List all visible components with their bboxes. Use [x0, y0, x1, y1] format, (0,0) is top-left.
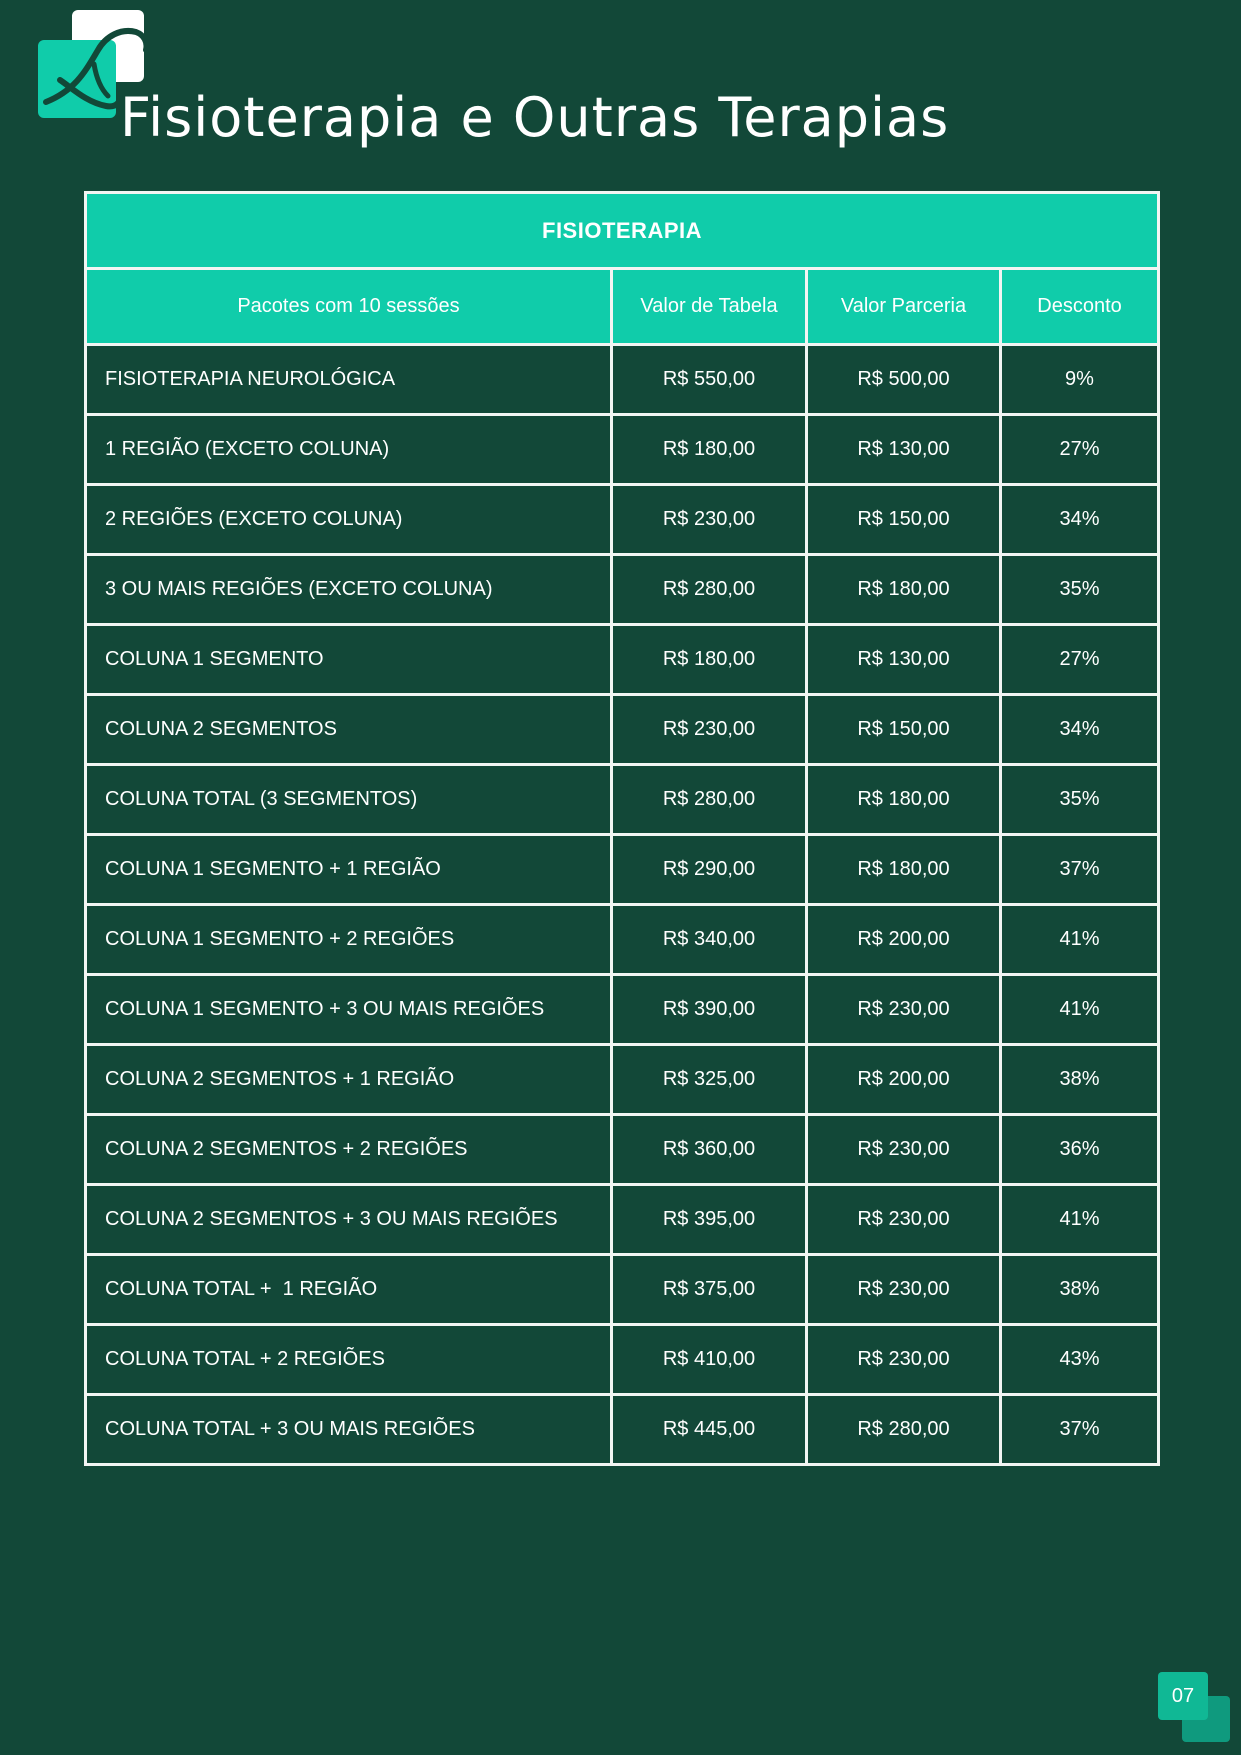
partner-price: R$ 230,00	[807, 1255, 1001, 1325]
partner-price: R$ 150,00	[807, 485, 1001, 555]
table-header-row	[86, 269, 1159, 345]
discount: 38%	[1001, 1045, 1159, 1115]
table-row	[86, 1115, 1159, 1185]
package-name: COLUNA 2 SEGMENTOS + 1 REGIÃO	[86, 1045, 612, 1115]
discount: 43%	[1001, 1325, 1159, 1395]
partner-price: R$ 130,00	[807, 415, 1001, 485]
package-name: COLUNA TOTAL + 2 REGIÕES	[86, 1325, 612, 1395]
list-price: R$ 550,00	[612, 345, 807, 415]
table-row	[86, 835, 1159, 905]
discount: 35%	[1001, 765, 1159, 835]
package-name: COLUNA TOTAL (3 SEGMENTOS)	[86, 765, 612, 835]
partner-price: R$ 200,00	[807, 1045, 1001, 1115]
discount: 27%	[1001, 625, 1159, 695]
list-price: R$ 340,00	[612, 905, 807, 975]
column-header-list-price: Valor de Tabela	[612, 269, 807, 345]
package-name: COLUNA 1 SEGMENTO + 2 REGIÕES	[86, 905, 612, 975]
table-row	[86, 905, 1159, 975]
package-name: COLUNA 2 SEGMENTOS	[86, 695, 612, 765]
column-header-partner-price: Valor Parceria	[807, 269, 1001, 345]
list-price: R$ 375,00	[612, 1255, 807, 1325]
package-name: 3 OU MAIS REGIÕES (EXCETO COLUNA)	[86, 555, 612, 625]
partner-price: R$ 180,00	[807, 835, 1001, 905]
list-price: R$ 280,00	[612, 765, 807, 835]
discount: 34%	[1001, 485, 1159, 555]
package-name: 2 REGIÕES (EXCETO COLUNA)	[86, 485, 612, 555]
discount: 36%	[1001, 1115, 1159, 1185]
package-name: COLUNA TOTAL + 1 REGIÃO	[86, 1255, 612, 1325]
partner-price: R$ 230,00	[807, 1115, 1001, 1185]
partner-price: R$ 230,00	[807, 975, 1001, 1045]
table-row	[86, 1395, 1159, 1465]
table-title: FISIOTERAPIA	[86, 193, 1159, 269]
list-price: R$ 325,00	[612, 1045, 807, 1115]
table-title-row	[86, 193, 1159, 269]
column-header-discount: Desconto	[1001, 269, 1159, 345]
discount: 35%	[1001, 555, 1159, 625]
list-price: R$ 290,00	[612, 835, 807, 905]
package-name: 1 REGIÃO (EXCETO COLUNA)	[86, 415, 612, 485]
table-row	[86, 1325, 1159, 1395]
list-price: R$ 410,00	[612, 1325, 807, 1395]
discount: 38%	[1001, 1255, 1159, 1325]
discount: 37%	[1001, 835, 1159, 905]
page-number-badge	[1158, 1672, 1230, 1744]
price-table	[84, 191, 1160, 1466]
partner-price: R$ 280,00	[807, 1395, 1001, 1465]
table-row	[86, 345, 1159, 415]
list-price: R$ 230,00	[612, 485, 807, 555]
partner-price: R$ 230,00	[807, 1185, 1001, 1255]
list-price: R$ 180,00	[612, 415, 807, 485]
package-name: COLUNA 2 SEGMENTOS + 3 OU MAIS REGIÕES	[86, 1185, 612, 1255]
partner-price: R$ 130,00	[807, 625, 1001, 695]
table-row	[86, 625, 1159, 695]
list-price: R$ 360,00	[612, 1115, 807, 1185]
package-name: COLUNA 1 SEGMENTO + 1 REGIÃO	[86, 835, 612, 905]
table-row	[86, 1185, 1159, 1255]
table-row	[86, 695, 1159, 765]
page-number: 07	[1158, 1672, 1208, 1720]
discount: 34%	[1001, 695, 1159, 765]
package-name: COLUNA 1 SEGMENTO + 3 OU MAIS REGIÕES	[86, 975, 612, 1045]
partner-price: R$ 200,00	[807, 905, 1001, 975]
table-row	[86, 555, 1159, 625]
discount: 41%	[1001, 905, 1159, 975]
partner-price: R$ 230,00	[807, 1325, 1001, 1395]
discount: 27%	[1001, 415, 1159, 485]
discount: 9%	[1001, 345, 1159, 415]
table-row	[86, 415, 1159, 485]
page-title: Fisioterapia e Outras Terapias	[120, 86, 950, 149]
partner-price: R$ 150,00	[807, 695, 1001, 765]
discount: 41%	[1001, 1185, 1159, 1255]
table-row	[86, 1255, 1159, 1325]
partner-price: R$ 180,00	[807, 555, 1001, 625]
discount: 37%	[1001, 1395, 1159, 1465]
list-price: R$ 280,00	[612, 555, 807, 625]
table-row	[86, 485, 1159, 555]
list-price: R$ 390,00	[612, 975, 807, 1045]
column-header-package: Pacotes com 10 sessões	[86, 269, 612, 345]
list-price: R$ 445,00	[612, 1395, 807, 1465]
list-price: R$ 230,00	[612, 695, 807, 765]
list-price: R$ 395,00	[612, 1185, 807, 1255]
package-name: FISIOTERAPIA NEUROLÓGICA	[86, 345, 612, 415]
table-row	[86, 765, 1159, 835]
discount: 41%	[1001, 975, 1159, 1045]
partner-price: R$ 180,00	[807, 765, 1001, 835]
package-name: COLUNA TOTAL + 3 OU MAIS REGIÕES	[86, 1395, 612, 1465]
partner-price: R$ 500,00	[807, 345, 1001, 415]
table-row	[86, 1045, 1159, 1115]
package-name: COLUNA 1 SEGMENTO	[86, 625, 612, 695]
table-row	[86, 975, 1159, 1045]
package-name: COLUNA 2 SEGMENTOS + 2 REGIÕES	[86, 1115, 612, 1185]
list-price: R$ 180,00	[612, 625, 807, 695]
